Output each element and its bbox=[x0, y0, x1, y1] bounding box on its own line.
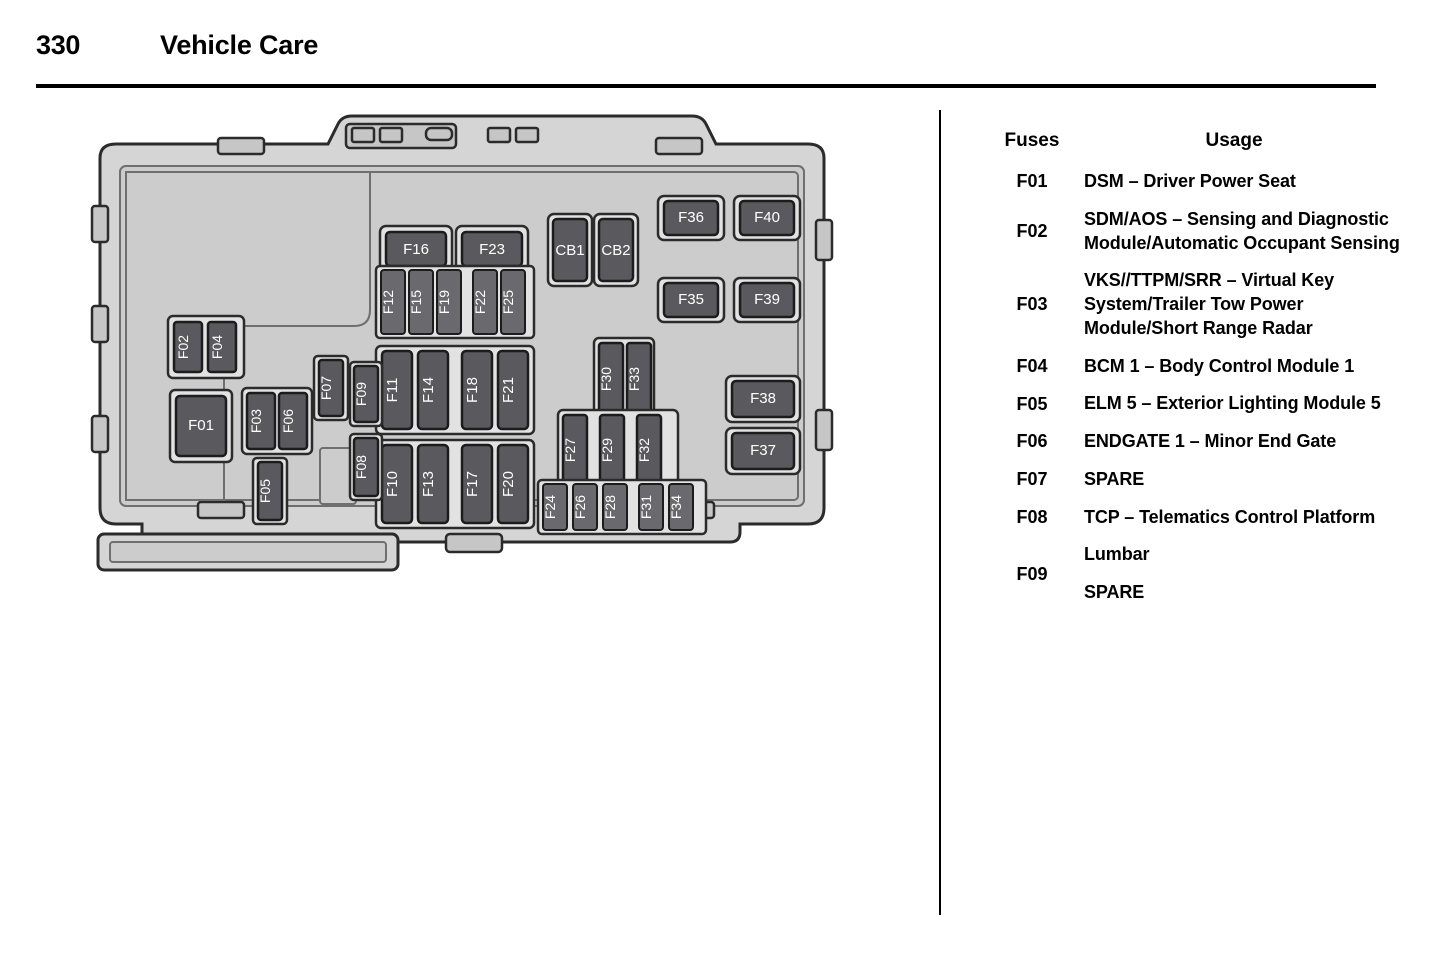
fuse-usage: ENDGATE 1 – Minor End Gate bbox=[1084, 431, 1337, 451]
svg-text:F11: F11 bbox=[384, 377, 401, 403]
svg-text:F15: F15 bbox=[408, 289, 424, 315]
svg-text:CB2: CB2 bbox=[601, 242, 631, 259]
svg-text:F27: F27 bbox=[562, 437, 578, 463]
svg-text:F04: F04 bbox=[209, 334, 225, 360]
table-row bbox=[980, 392, 1400, 416]
table-row bbox=[980, 170, 1400, 194]
svg-text:F39: F39 bbox=[754, 291, 780, 308]
svg-text:F08: F08 bbox=[353, 454, 369, 480]
svg-text:F01: F01 bbox=[188, 417, 214, 434]
fuse-id: F09 bbox=[1016, 563, 1048, 584]
table-row bbox=[980, 468, 1400, 492]
column-header-usage: Usage bbox=[1205, 130, 1263, 151]
svg-text:F18: F18 bbox=[464, 377, 481, 403]
svg-text:F37: F37 bbox=[750, 442, 776, 459]
svg-text:F03: F03 bbox=[248, 408, 264, 434]
fuse-id: F01 bbox=[1016, 171, 1048, 192]
fuse-id: F08 bbox=[1016, 506, 1048, 527]
table-row bbox=[980, 430, 1400, 454]
fuse-usage: ELM 5 – Exterior Lighting Module 5 bbox=[1084, 393, 1381, 414]
svg-text:F02: F02 bbox=[175, 334, 191, 360]
svg-text:F28: F28 bbox=[602, 494, 618, 520]
svg-text:F05: F05 bbox=[257, 478, 273, 504]
table-row bbox=[980, 269, 1400, 340]
fuse-usage: SDM/AOS – Sensing and Diagnostic Module/Automatic Occupant Sensing bbox=[1084, 208, 1400, 253]
fuse-id: F05 bbox=[1016, 393, 1048, 414]
fuse-usage-line: Lumbar bbox=[1084, 544, 1150, 565]
svg-text:F30: F30 bbox=[598, 366, 614, 392]
svg-text:F21: F21 bbox=[500, 377, 517, 403]
svg-text:F33: F33 bbox=[626, 366, 642, 392]
svg-text:F31: F31 bbox=[638, 494, 654, 520]
svg-text:F17: F17 bbox=[464, 471, 481, 497]
svg-text:F06: F06 bbox=[280, 408, 296, 434]
fuse-id: F03 bbox=[1016, 294, 1048, 315]
fuse-usage-line: SPARE bbox=[1084, 582, 1145, 602]
table-row bbox=[980, 208, 1400, 256]
svg-text:F36: F36 bbox=[678, 209, 704, 226]
table-row bbox=[980, 543, 1400, 605]
fuse-usage: VKS//TTPM/SRR – Virtual Key System/Trailer Tow Power Module/Short Range Radar bbox=[1084, 270, 1335, 338]
svg-text:F19: F19 bbox=[436, 289, 452, 315]
table-header-row bbox=[980, 130, 1400, 152]
fuse-id: F02 bbox=[1016, 221, 1048, 241]
svg-text:F32: F32 bbox=[636, 437, 652, 463]
svg-text:F13: F13 bbox=[420, 471, 437, 497]
fuse-usage: DSM – Driver Power Seat bbox=[1084, 171, 1296, 191]
svg-text:F29: F29 bbox=[599, 437, 615, 463]
fuse-usage-table bbox=[980, 130, 1400, 619]
fuse-usage bbox=[1084, 543, 1400, 605]
svg-text:F12: F12 bbox=[380, 289, 396, 315]
svg-text:CB1: CB1 bbox=[555, 242, 585, 259]
page-number: 330 bbox=[36, 30, 81, 60]
fuse-usage: SPARE bbox=[1084, 468, 1145, 489]
header-divider bbox=[36, 84, 1376, 88]
column-header-fuses: Fuses bbox=[1004, 130, 1060, 151]
svg-text:F26: F26 bbox=[572, 494, 588, 520]
fuse-id: F06 bbox=[1016, 431, 1048, 452]
svg-text:F16: F16 bbox=[403, 241, 429, 258]
page-title: Vehicle Care bbox=[160, 30, 319, 60]
svg-text:F10: F10 bbox=[384, 471, 401, 497]
svg-text:F09: F09 bbox=[353, 381, 369, 407]
svg-text:F40: F40 bbox=[754, 209, 780, 226]
page-header bbox=[36, 30, 1376, 82]
fuse-box-diagram bbox=[90, 110, 860, 590]
svg-text:F22: F22 bbox=[472, 289, 488, 315]
svg-text:F35: F35 bbox=[678, 291, 704, 308]
column-divider bbox=[939, 110, 941, 915]
fuse-id: F07 bbox=[1016, 469, 1048, 490]
svg-text:F24: F24 bbox=[542, 494, 558, 520]
table-row bbox=[980, 355, 1400, 379]
svg-text:F25: F25 bbox=[500, 289, 516, 315]
svg-text:F14: F14 bbox=[420, 377, 437, 403]
svg-text:F38: F38 bbox=[750, 390, 776, 407]
fuse-usage: TCP – Telematics Control Platform bbox=[1084, 506, 1376, 527]
table-row bbox=[980, 506, 1400, 530]
svg-text:F20: F20 bbox=[500, 471, 517, 497]
svg-text:F34: F34 bbox=[668, 494, 684, 520]
fuse-id: F04 bbox=[1016, 355, 1048, 376]
fuse-usage: BCM 1 – Body Control Module 1 bbox=[1084, 355, 1355, 376]
svg-text:F23: F23 bbox=[479, 241, 505, 258]
svg-text:F07: F07 bbox=[318, 375, 334, 401]
